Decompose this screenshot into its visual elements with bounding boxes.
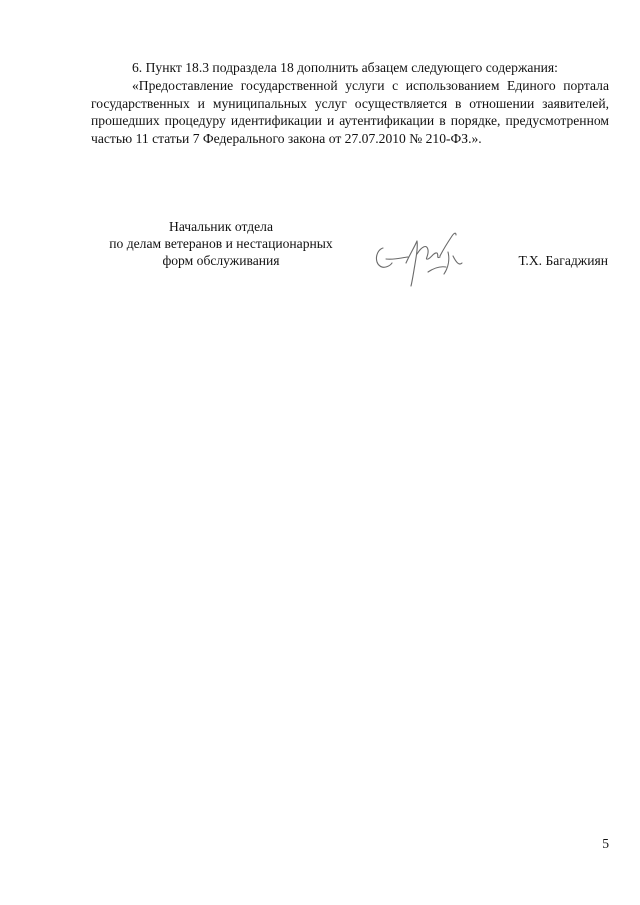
paragraph-item-6: 6. Пункт 18.3 подраздела 18 дополнить абзацем следующего содержания: (132, 60, 558, 75)
signatory-title-line: Начальник отдела (169, 219, 273, 234)
signatory-title (91, 218, 351, 270)
signatory-name: Т.Х. Багаджиян (518, 253, 608, 268)
paragraph-quote: «Предоставление государственной услуги с использованием Единого портала государственных и муниципальных услуг осуществляется в отношении заявителей, прошедших процедуру идентификации и аутентификации в порядке, предусмотренном частью 11 статьи 7 Федерального закона от 27.07.2010 № 210-ФЗ.». (91, 77, 609, 147)
signatory-title-line: по делам ветеранов и нестационарных (109, 236, 333, 252)
document-body (91, 59, 609, 148)
signatory-title-line: форм обслуживания (162, 253, 280, 269)
page-number: 5 (602, 836, 609, 851)
handwritten-signature (370, 226, 480, 288)
